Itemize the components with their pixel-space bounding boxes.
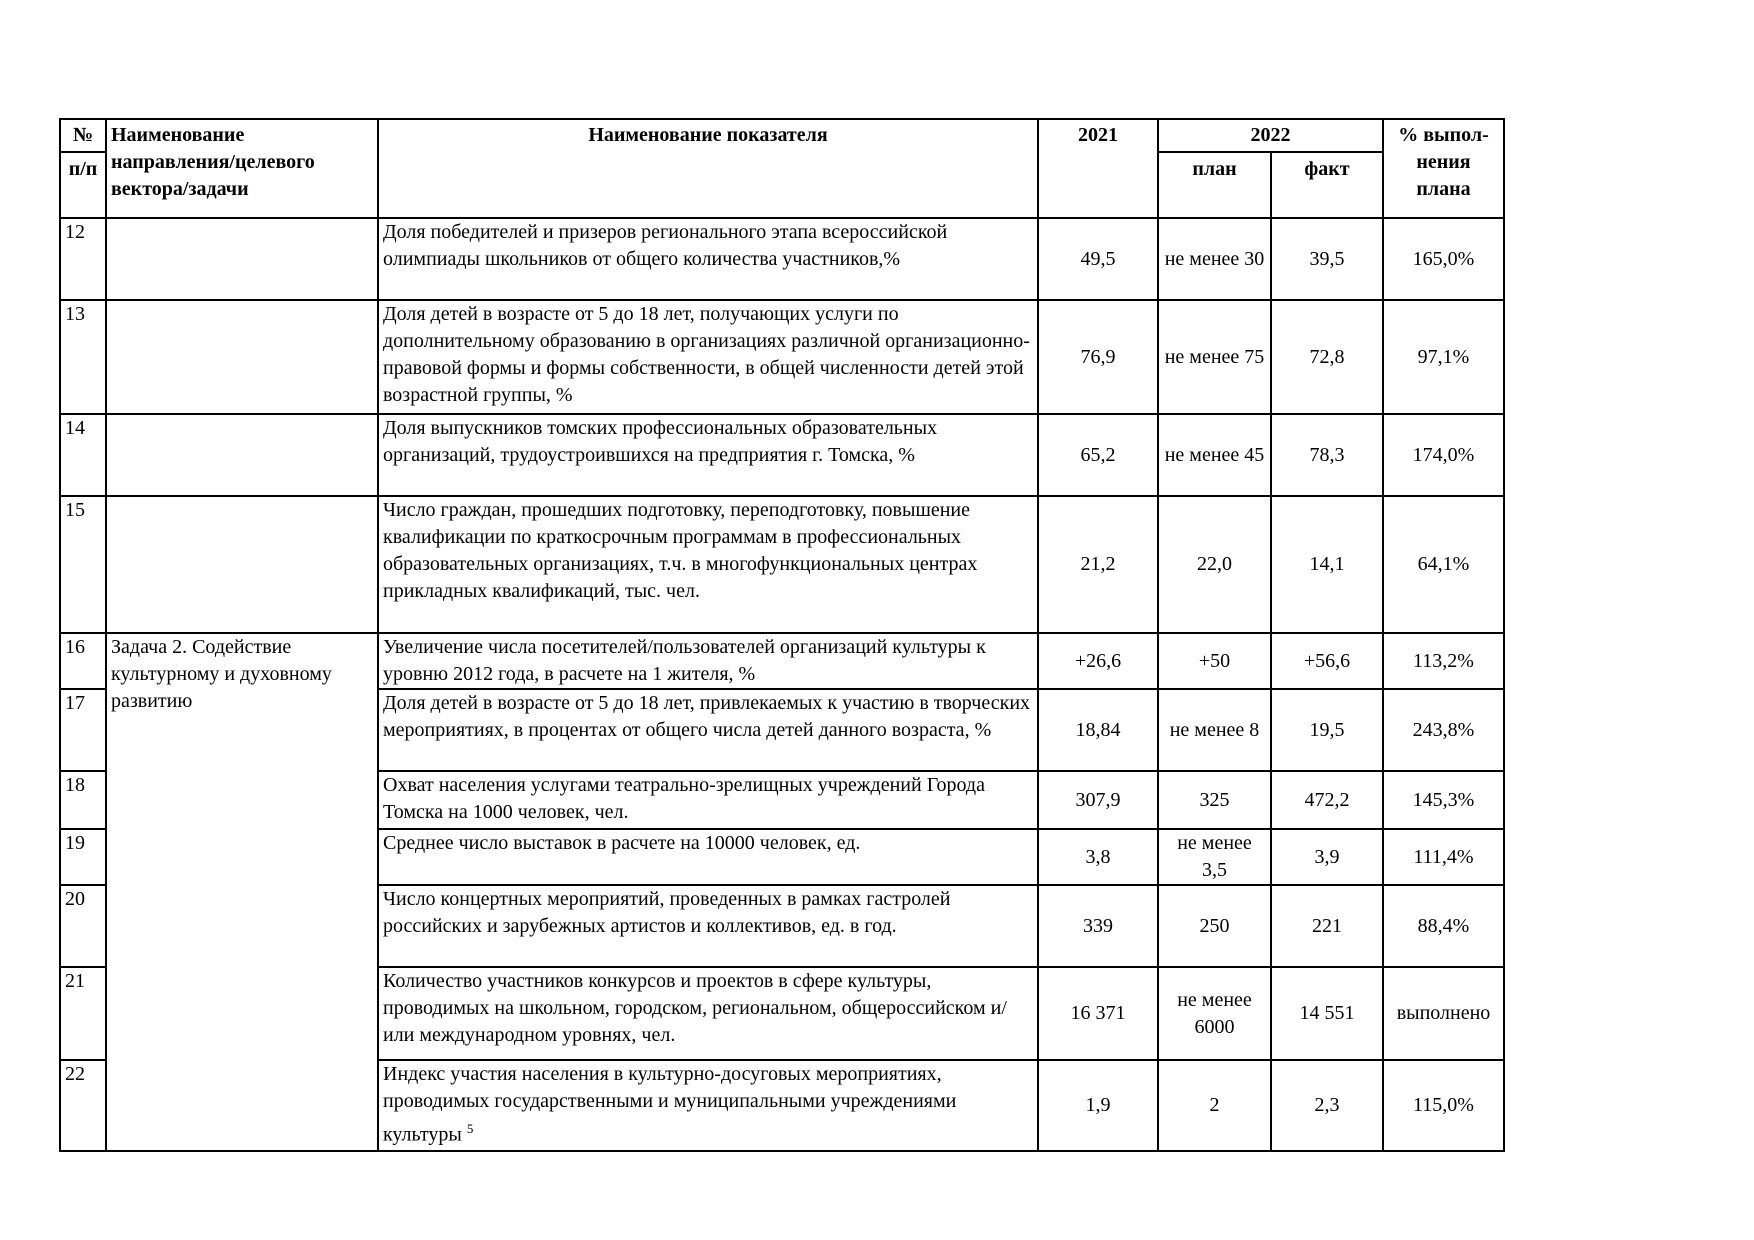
row-plan-2022: не менее 6000: [1158, 967, 1271, 1060]
row-fact-2022: 472,2: [1271, 771, 1383, 829]
row-direction: [106, 218, 378, 300]
row-plan-2022: не менее 45: [1158, 414, 1271, 496]
row-percent: 174,0%: [1383, 414, 1504, 496]
row-percent: выполнено: [1383, 967, 1504, 1060]
indicator-text: Индекс участия населения в культурно-досуговых мероприятиях, проводимых государственными и муниципальными учреждениями культуры: [383, 1063, 957, 1146]
row-value-2021: 18,84: [1038, 689, 1158, 771]
row-value-2021: 65,2: [1038, 414, 1158, 496]
row-indicator: Доля детей в возрасте от 5 до 18 лет, получающих услуги по дополнительному образованию в организациях различной организационно-правовой формы и формы собственности, в общей численности детей этой возрастной группы, %: [378, 300, 1038, 414]
row-percent: 88,4%: [1383, 885, 1504, 967]
indicators-table: [59, 118, 1505, 1152]
row-percent: 115,0%: [1383, 1060, 1504, 1151]
row-num: 14: [60, 414, 106, 496]
row-plan-2022: не менее 3,5: [1158, 829, 1271, 885]
table-row: [60, 496, 1504, 633]
row-num: 19: [60, 829, 106, 885]
header-direction: Наименование направления/целевого вектора/задачи: [106, 119, 378, 218]
row-indicator: Увеличение числа посетителей/пользователей организаций культуры к уровню 2012 года, в расчете на 1 жителя, %: [378, 633, 1038, 689]
row-plan-2022: +50: [1158, 633, 1271, 689]
row-percent: 243,8%: [1383, 689, 1504, 771]
header-num: №: [60, 119, 106, 152]
row-value-2021: 3,8: [1038, 829, 1158, 885]
row-value-2021: 49,5: [1038, 218, 1158, 300]
footnote-marker: 5: [466, 1121, 474, 1136]
row-value-2021: 339: [1038, 885, 1158, 967]
row-fact-2022: 19,5: [1271, 689, 1383, 771]
table-row: [60, 633, 1504, 689]
row-num: 17: [60, 689, 106, 771]
row-fact-2022: 221: [1271, 885, 1383, 967]
row-plan-2022: 2: [1158, 1060, 1271, 1151]
row-num: 15: [60, 496, 106, 633]
row-num: 16: [60, 633, 106, 689]
row-direction: [106, 414, 378, 496]
row-value-2021: +26,6: [1038, 633, 1158, 689]
row-direction-task-2: Задача 2. Содействие культурному и духовному развитию: [106, 633, 378, 1151]
row-percent: 145,3%: [1383, 771, 1504, 829]
row-num: 13: [60, 300, 106, 414]
row-indicator: Доля победителей и призеров регионального этапа всероссийской олимпиады школьников от общего количества участников,%: [378, 218, 1038, 300]
row-percent: 165,0%: [1383, 218, 1504, 300]
row-value-2021: 76,9: [1038, 300, 1158, 414]
row-indicator: Число граждан, прошедших подготовку, переподготовку, повышение квалификации по краткосрочным программам в профессиональных образовательных организациях, т.ч. в многофункциональных центрах прикладных квалификаций, тыс. чел.: [378, 496, 1038, 633]
row-plan-2022: не менее 8: [1158, 689, 1271, 771]
row-indicator: Доля выпускников томских профессиональных образовательных организаций, трудоустроившихся на предприятия г. Томска, %: [378, 414, 1038, 496]
row-plan-2022: 250: [1158, 885, 1271, 967]
row-plan-2022: не менее 75: [1158, 300, 1271, 414]
row-num: 18: [60, 771, 106, 829]
row-indicator: Количество участников конкурсов и проектов в сфере культуры, проводимых на школьном, городском, региональном, общероссийском и/или международном уровнях, чел.: [378, 967, 1038, 1060]
row-fact-2022: +56,6: [1271, 633, 1383, 689]
row-value-2021: 16 371: [1038, 967, 1158, 1060]
row-plan-2022: не менее 30: [1158, 218, 1271, 300]
row-value-2021: 21,2: [1038, 496, 1158, 633]
row-fact-2022: 72,8: [1271, 300, 1383, 414]
row-fact-2022: 14,1: [1271, 496, 1383, 633]
row-direction: [106, 300, 378, 414]
table-row: [60, 218, 1504, 300]
row-num: 20: [60, 885, 106, 967]
header-num-sub: п/п: [60, 152, 106, 218]
row-indicator: Доля детей в возрасте от 5 до 18 лет, привлекаемых к участию в творческих мероприятиях, в процентах от общего числа детей данного возраста, %: [378, 689, 1038, 771]
row-fact-2022: 14 551: [1271, 967, 1383, 1060]
row-indicator: [378, 1060, 1038, 1151]
row-percent: 111,4%: [1383, 829, 1504, 885]
header-year-2021: 2021: [1038, 119, 1158, 218]
row-percent: 97,1%: [1383, 300, 1504, 414]
row-direction: [106, 496, 378, 633]
header-plan: план: [1158, 152, 1271, 218]
row-plan-2022: 325: [1158, 771, 1271, 829]
row-fact-2022: 2,3: [1271, 1060, 1383, 1151]
row-num: 12: [60, 218, 106, 300]
table-row: [60, 300, 1504, 414]
row-fact-2022: 78,3: [1271, 414, 1383, 496]
row-percent: 113,2%: [1383, 633, 1504, 689]
row-value-2021: 1,9: [1038, 1060, 1158, 1151]
table-row: [60, 414, 1504, 496]
row-fact-2022: 39,5: [1271, 218, 1383, 300]
table-header: [60, 119, 1504, 218]
table-body: [60, 218, 1504, 1151]
row-indicator: Число концертных мероприятий, проведенных в рамках гастролей российских и зарубежных артистов и коллективов, ед. в год.: [378, 885, 1038, 967]
row-plan-2022: 22,0: [1158, 496, 1271, 633]
row-indicator: Охват населения услугами театрально-зрелищных учреждений Города Томска на 1000 человек, чел.: [378, 771, 1038, 829]
row-num: 22: [60, 1060, 106, 1151]
row-percent: 64,1%: [1383, 496, 1504, 633]
row-num: 21: [60, 967, 106, 1060]
row-fact-2022: 3,9: [1271, 829, 1383, 885]
row-value-2021: 307,9: [1038, 771, 1158, 829]
header-indicator: Наименование показателя: [378, 119, 1038, 218]
header-fact: факт: [1271, 152, 1383, 218]
row-indicator: Среднее число выставок в расчете на 10000 человек, ед.: [378, 829, 1038, 885]
header-year-2022: 2022: [1158, 119, 1383, 152]
header-percent: % выпол-нения плана: [1383, 119, 1504, 218]
